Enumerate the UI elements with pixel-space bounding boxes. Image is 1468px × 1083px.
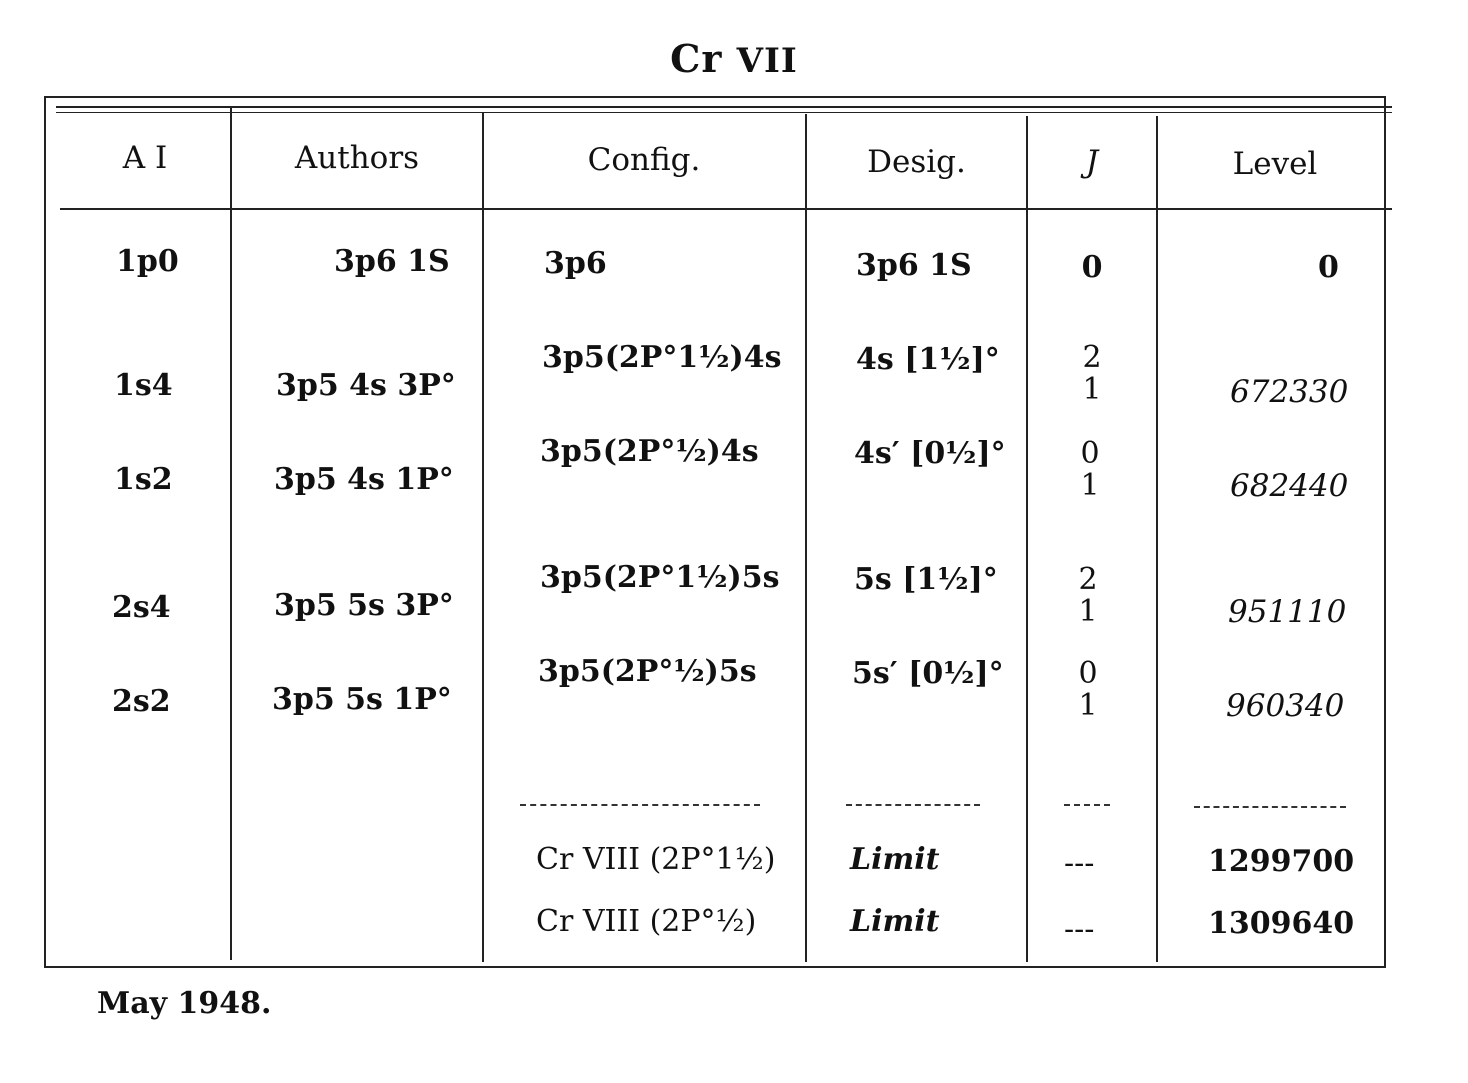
top-inner-rule-2 xyxy=(56,112,1392,113)
col-divider-4 xyxy=(1026,116,1028,962)
row1-authors: 3p6 1S xyxy=(334,244,450,279)
row5-desig: 5s′ [0½]° xyxy=(852,656,1004,691)
title-element: Cr xyxy=(670,36,723,81)
header-authors: Authors xyxy=(294,140,420,176)
title-stage: VII xyxy=(736,41,798,81)
header-level: Level xyxy=(1232,146,1318,182)
row4-j-a: 2 xyxy=(1078,562,1098,597)
col-divider-1 xyxy=(230,108,232,960)
limit1-j: --- xyxy=(1064,846,1095,881)
row2-authors: 3p5 4s 3P° xyxy=(276,368,456,403)
row2-j-a: 2 xyxy=(1082,340,1102,375)
row1-desig: 3p6 1S xyxy=(856,248,972,283)
row2-a: 1s4 xyxy=(114,368,173,403)
row4-j-b: 1 xyxy=(1078,594,1098,629)
row1-a: 1p0 xyxy=(116,244,179,279)
row2-j-b: 1 xyxy=(1082,372,1102,407)
row1-j: 0 xyxy=(1081,250,1103,285)
col-divider-3 xyxy=(805,114,807,962)
row4-authors: 3p5 5s 3P° xyxy=(274,588,454,623)
desig-dash xyxy=(846,804,980,806)
row4-level: 951110 xyxy=(1228,594,1347,630)
row2-config: 3p5(2P°1½)4s xyxy=(542,340,782,375)
row3-j-b: 1 xyxy=(1080,468,1100,503)
limit1-level: 1299700 xyxy=(1208,844,1355,879)
header-underline xyxy=(60,208,1392,210)
level-dash xyxy=(1194,806,1346,808)
col-divider-5 xyxy=(1156,116,1158,962)
row1-level: 0 xyxy=(1318,250,1339,285)
limit1-config: Cr VIII (2P°1½) xyxy=(536,842,776,877)
col-divider-2 xyxy=(482,112,484,962)
limit2-config: Cr VIII (2P°½) xyxy=(536,904,757,939)
row3-j-a: 0 xyxy=(1080,436,1100,471)
limit2-j: --- xyxy=(1064,912,1095,947)
page-title xyxy=(0,36,1468,81)
row5-config: 3p5(2P°½)5s xyxy=(538,654,757,689)
levels-table xyxy=(44,96,1386,968)
row3-level: 682440 xyxy=(1230,468,1349,504)
limit1-desig: Limit xyxy=(850,842,940,877)
row3-authors: 3p5 4s 1P° xyxy=(274,462,454,497)
header-desig: Desig. xyxy=(867,144,966,180)
config-dash xyxy=(520,804,760,806)
row5-authors: 3p5 5s 1P° xyxy=(272,682,452,717)
row4-config: 3p5(2P°1½)5s xyxy=(540,560,780,595)
row5-a: 2s2 xyxy=(112,684,171,719)
row2-level: 672330 xyxy=(1230,374,1349,410)
row5-j-a: 0 xyxy=(1078,656,1098,691)
publication-date: May 1948. xyxy=(97,986,272,1021)
header-config: Config. xyxy=(587,142,701,178)
limit2-level: 1309640 xyxy=(1208,906,1355,941)
row4-desig: 5s [1½]° xyxy=(854,562,998,597)
row4-a: 2s4 xyxy=(112,590,171,625)
row2-desig: 4s [1½]° xyxy=(856,342,1000,377)
j-dash xyxy=(1064,804,1110,806)
row5-j-b: 1 xyxy=(1078,688,1098,723)
row3-config: 3p5(2P°½)4s xyxy=(540,434,759,469)
header-j: J xyxy=(1085,144,1099,180)
top-inner-rule xyxy=(56,106,1392,108)
header-a1: A I xyxy=(122,140,168,176)
row3-desig: 4s′ [0½]° xyxy=(854,436,1006,471)
limit2-desig: Limit xyxy=(850,904,940,939)
row3-a: 1s2 xyxy=(114,462,173,497)
row1-config: 3p6 xyxy=(544,246,607,281)
row5-level: 960340 xyxy=(1226,688,1345,724)
